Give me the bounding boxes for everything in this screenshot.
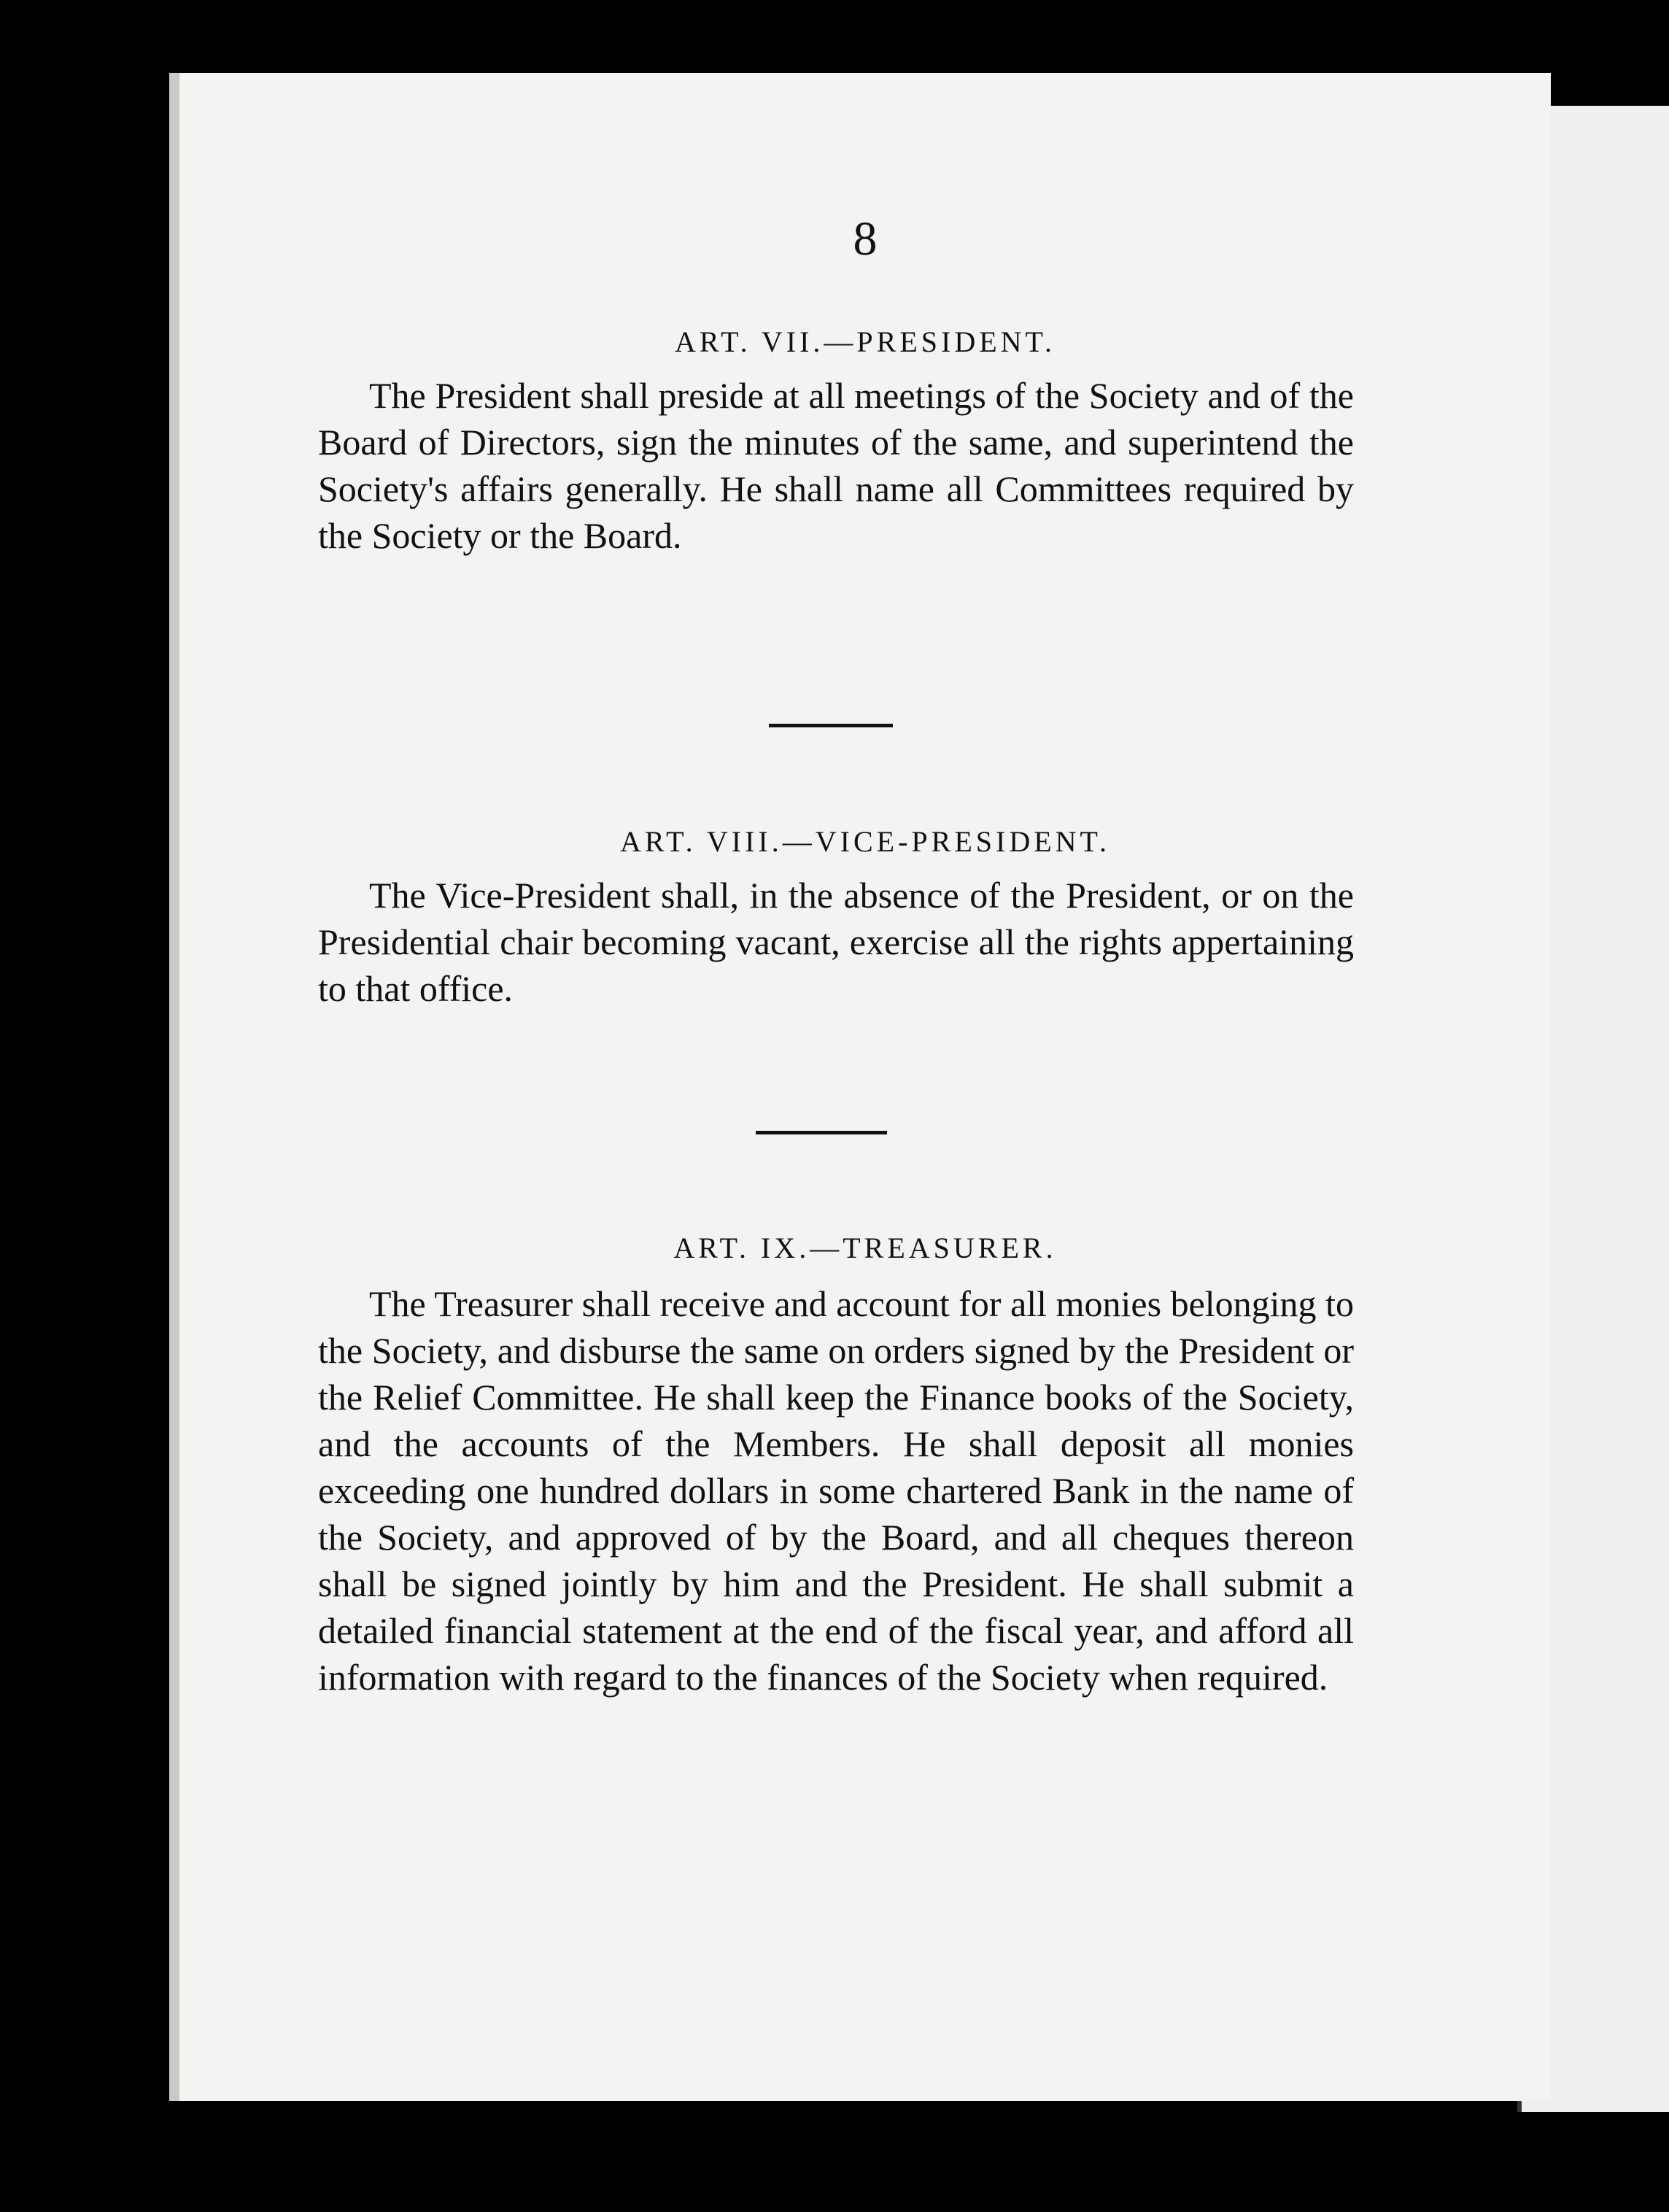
article-9-heading: ART. IX.—TREASURER. — [673, 1231, 1057, 1264]
article-7-body: The President shall preside at all meetings of the Society and of the Board of Directors, sign the minutes of the same, and superintend the Society's affairs generally. He shall name all Committees required by the Society or the Board. — [318, 375, 1354, 556]
article-8-heading: ART. VIII.—VICE-PRESIDENT. — [620, 825, 1110, 858]
section-divider — [769, 724, 893, 727]
section-divider — [756, 1131, 887, 1134]
article-8-body: The Vice-President shall, in the absence of the President, or on the Presidential chair becoming vacant, exercise all the rights appertaining to that office. — [318, 875, 1354, 1009]
book-page — [169, 73, 1551, 2101]
page-number: 8 — [853, 212, 878, 266]
article-9-body: The Treasurer shall receive and account for all monies belonging to the Society, and disburse the same on orders signed by the President or the Relief Committee. He shall keep the Finance books of the Society, and the accounts of the Members. He shall deposit all monies exceeding one hundred dollars in some chartered Bank in the name of the Society, and approved of by the Board, and all cheques thereon shall be signed jointly by him and the President. He shall submit a detailed financial statement at the end of the fiscal year, and afford all information with regard to the finances of the Society when required. — [318, 1283, 1354, 1698]
article-7-heading: ART. VII.—PRESIDENT. — [674, 325, 1056, 358]
